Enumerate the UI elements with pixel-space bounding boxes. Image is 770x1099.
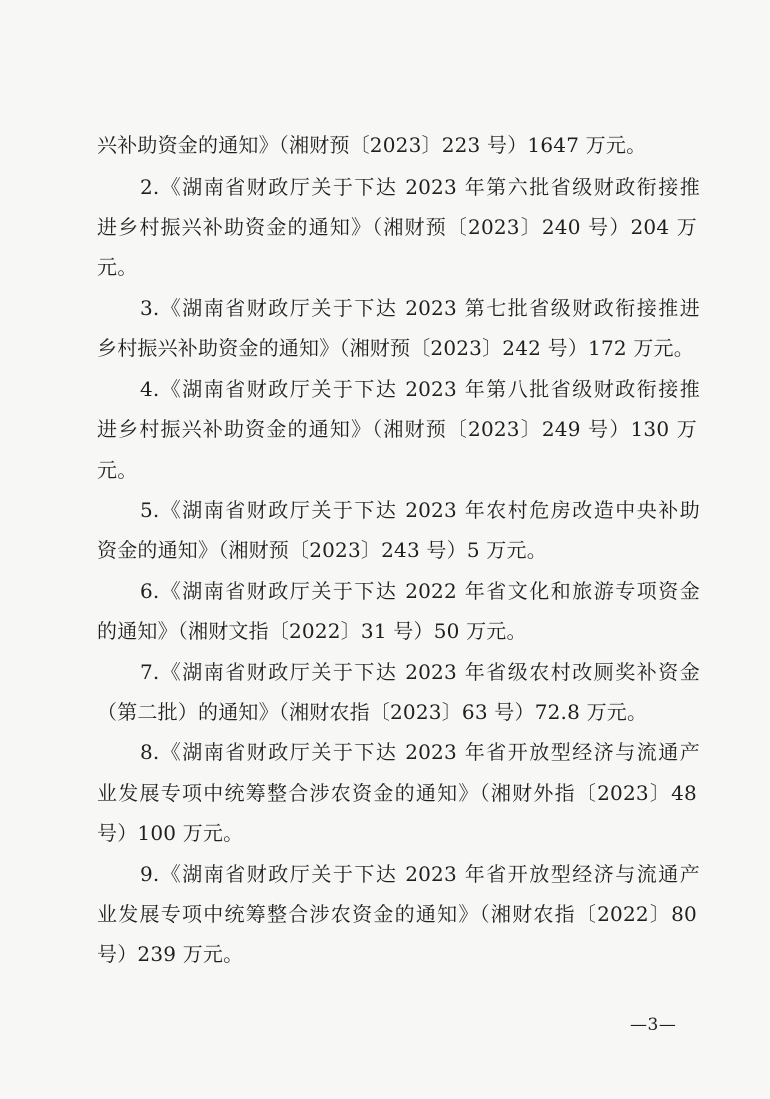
text-line: （第二批）的通知》（湘财农指〔2023〕63 号）72.8 万元。 <box>97 700 648 724</box>
text-line: 业发展专项中统筹整合涉农资金的通知》（湘财农指〔2022〕80 <box>97 902 697 926</box>
text-line: 6.《湖南省财政厅关于下达 2022 年省文化和旅游专项资金 <box>140 579 700 603</box>
text-line: 号）239 万元。 <box>97 942 244 966</box>
text-line: 7.《湖南省财政厅关于下达 2023 年省级农村改厕奖补资金 <box>140 660 700 684</box>
text-line: 2.《湖南省财政厅关于下达 2023 年第六批省级财政衔接推 <box>140 175 700 199</box>
text-line: 元。 <box>97 458 138 482</box>
text-line: 8.《湖南省财政厅关于下达 2023 年省开放型经济与流通产 <box>140 740 700 764</box>
text-line: 业发展专项中统筹整合涉农资金的通知》（湘财外指〔2023〕48 <box>97 781 697 805</box>
text-line: 元。 <box>97 255 138 279</box>
text-line: 3.《湖南省财政厅关于下达 2023 第七批省级财政衔接推进 <box>140 296 700 320</box>
text-line: 4.《湖南省财政厅关于下达 2023 年第八批省级财政衔接推 <box>140 377 700 401</box>
text-line: 兴补助资金的通知》（湘财预〔2023〕223 号）1647 万元。 <box>97 133 647 157</box>
text-line: 资金的通知》（湘财预〔2023〕243 号）5 万元。 <box>97 538 547 562</box>
text-line: 进乡村振兴补助资金的通知》（湘财预〔2023〕249 号）130 万 <box>97 417 697 441</box>
text-line: 进乡村振兴补助资金的通知》（湘财预〔2023〕240 号）204 万 <box>97 215 697 239</box>
text-line: 9.《湖南省财政厅关于下达 2023 年省开放型经济与流通产 <box>140 862 700 886</box>
text-line: 号）100 万元。 <box>97 821 244 845</box>
text-line: 乡村振兴补助资金的通知》（湘财预〔2023〕242 号）172 万元。 <box>97 336 694 360</box>
text-line: 5.《湖南省财政厅关于下达 2023 年农村危房改造中央补助 <box>140 498 700 522</box>
page-number: —3— <box>630 1015 677 1035</box>
text-line: 的通知》（湘财文指〔2022〕31 号）50 万元。 <box>97 619 527 643</box>
